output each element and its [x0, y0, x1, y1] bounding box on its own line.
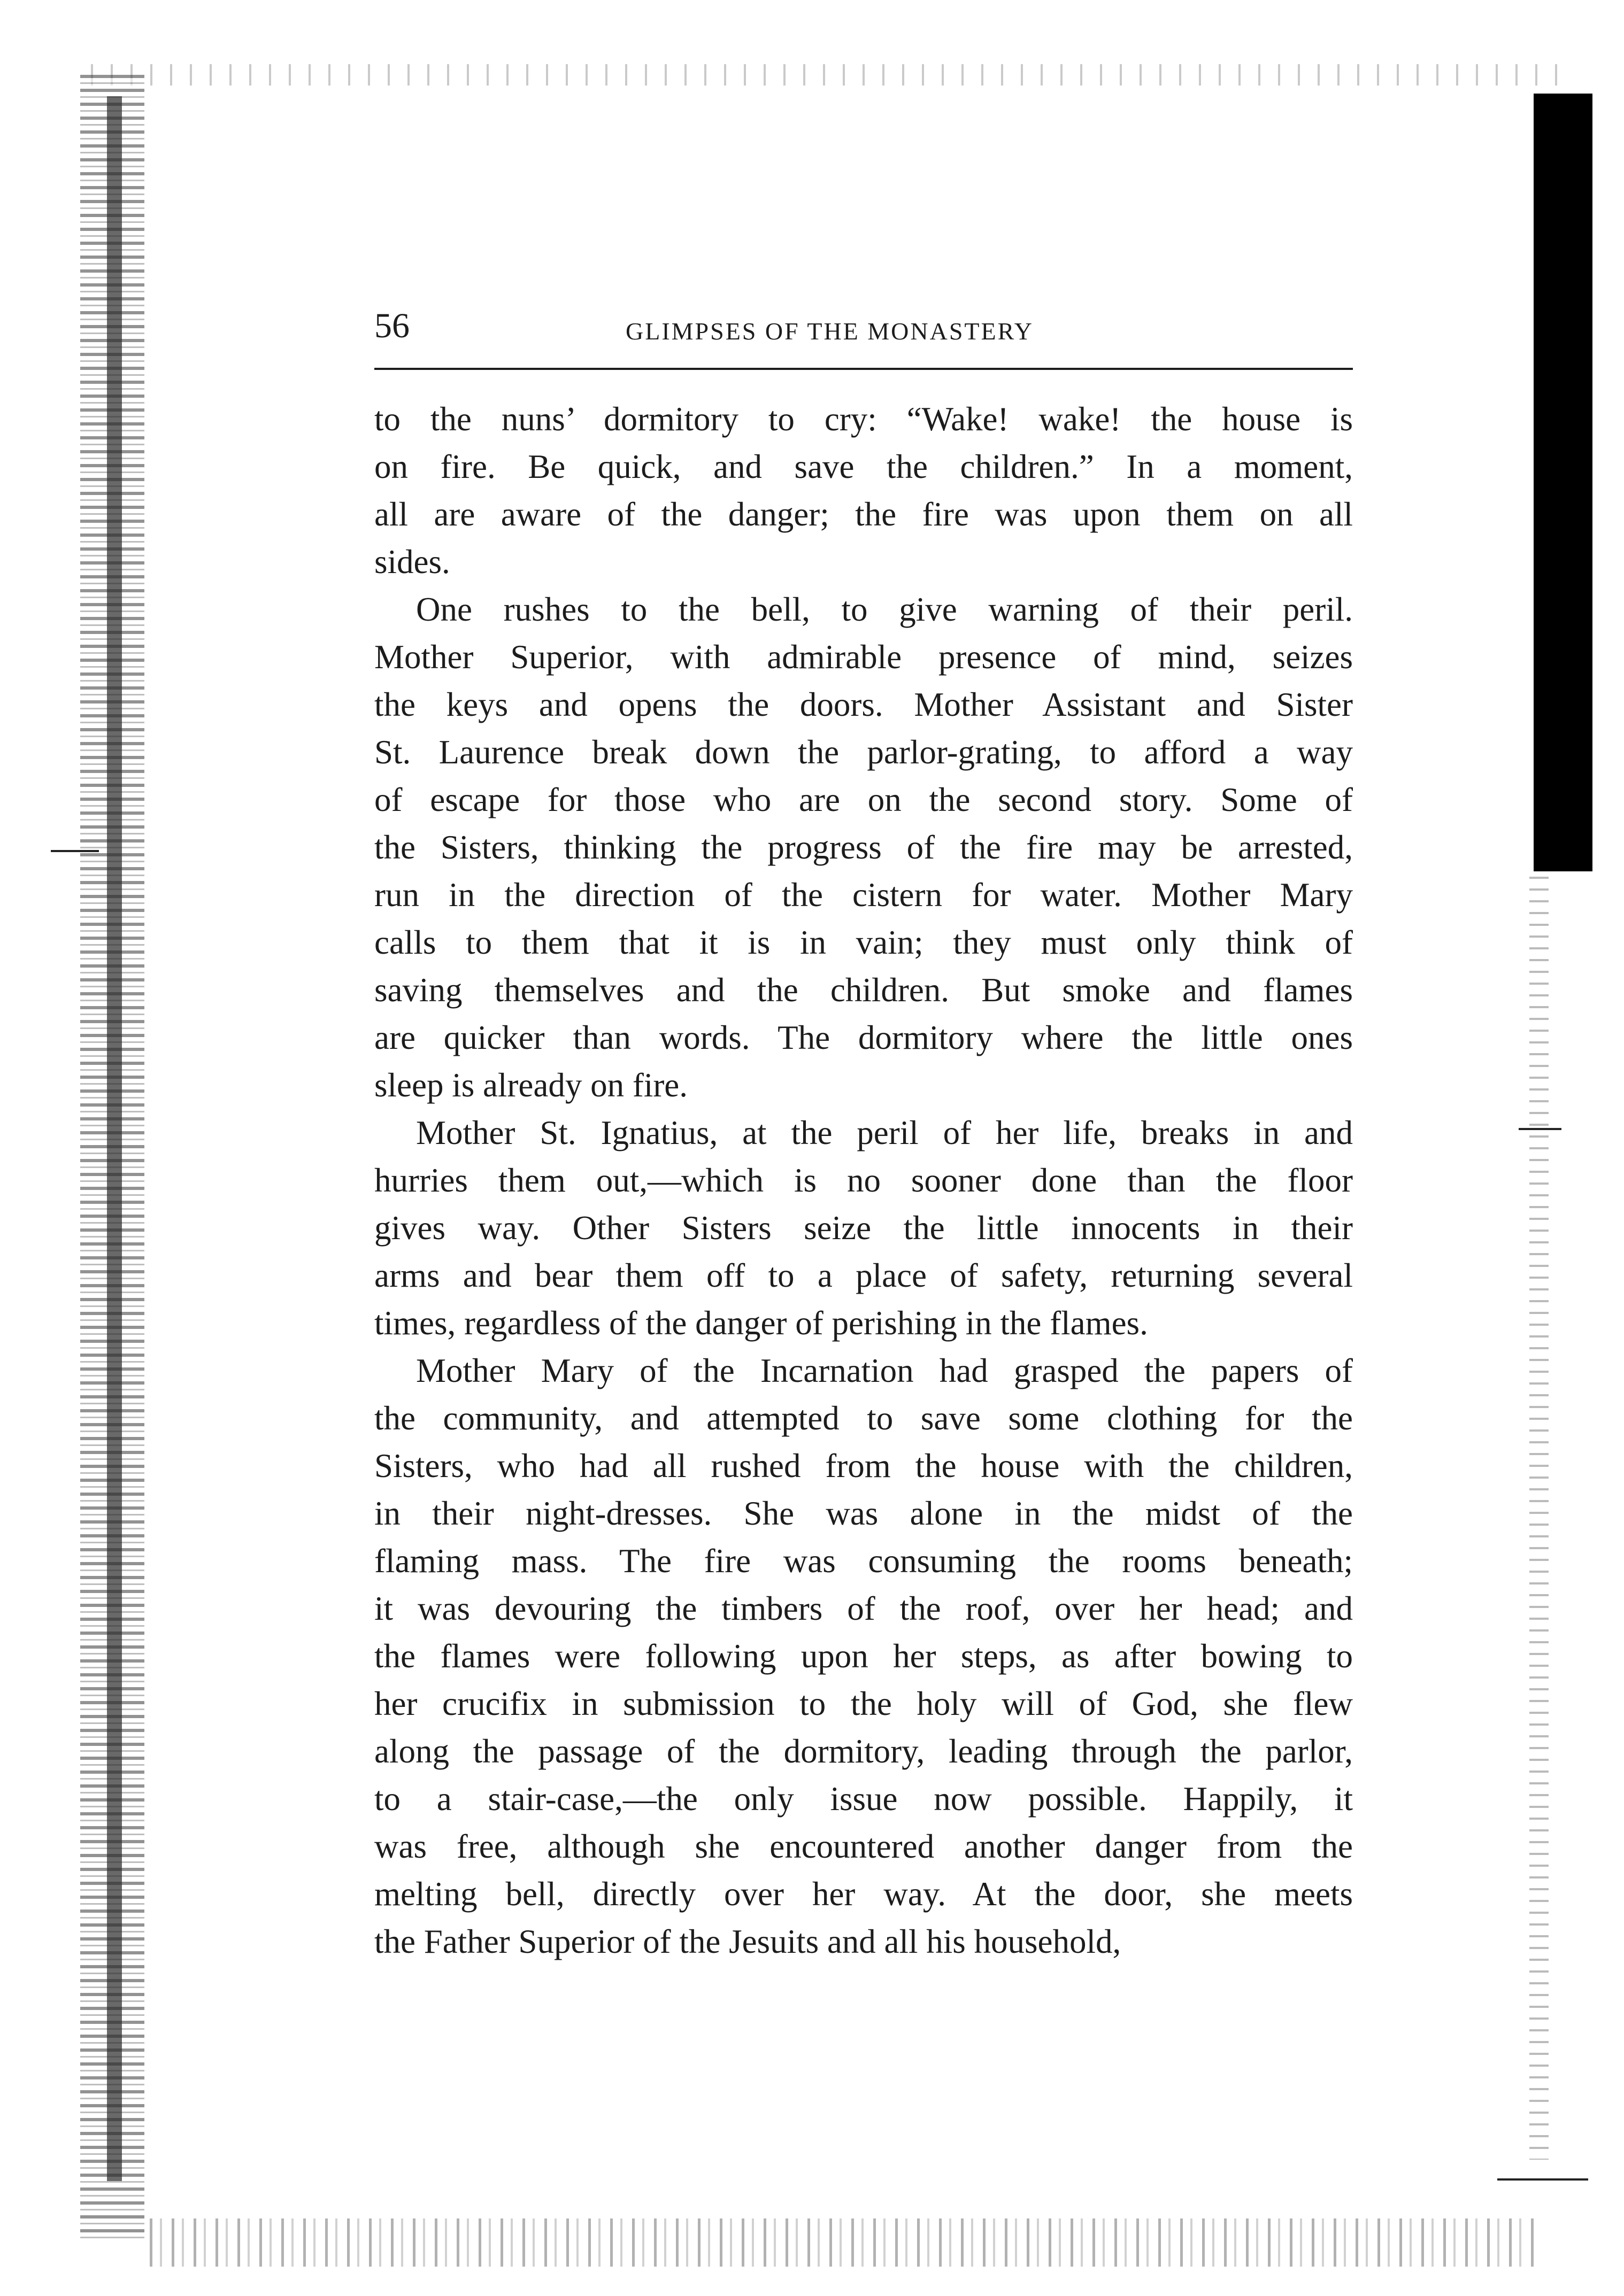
text-line: arms and bear them off to a place of safety, returning several — [374, 1257, 1353, 1294]
text-line: in their night-dresses. She was alone in the midst of the — [374, 1495, 1353, 1532]
scan-bottom-edge — [150, 2218, 1540, 2267]
scan-right-tick — [1497, 2178, 1588, 2181]
text-line: to the nuns’ dormitory to cry: “Wake! wake! the house is — [374, 400, 1353, 438]
text-line: Mother Mary of the Incarnation had grasped the papers of — [416, 1352, 1353, 1389]
scan-right-tick — [1519, 1128, 1561, 1130]
text-line: along the passage of the dormitory, leading through the parlor, — [374, 1733, 1353, 1770]
scan-binding-shadow — [107, 96, 122, 2181]
paragraph — [374, 396, 1353, 586]
scan-left-tick — [51, 850, 99, 852]
text-line: One rushes to the bell, to give warning of their peril. — [416, 591, 1353, 628]
text-line: the Sisters, thinking the progress of the fire may be arrested, — [374, 829, 1353, 866]
paragraph — [374, 1347, 1353, 1966]
text-line: on fire. Be quick, and save the children.” In a moment, — [374, 448, 1353, 485]
text-line: run in the direction of the cistern for water. Mother Mary — [374, 876, 1353, 914]
text-line: Mother St. Ignatius, at the peril of her life, breaks in and — [416, 1114, 1353, 1151]
text-line: are quicker than words. The dormitory where the little ones — [374, 1019, 1353, 1056]
text-line: saving themselves and the children. But smoke and flames — [374, 971, 1353, 1009]
text-line: flaming mass. The fire was consuming the rooms beneath; — [374, 1542, 1353, 1580]
scan-right-edge — [1529, 877, 1549, 2160]
paragraph — [374, 1109, 1353, 1347]
text-line: was free, although she encountered another danger from the — [374, 1828, 1353, 1865]
text-line: all are aware of the danger; the fire was upon them on all — [374, 496, 1353, 533]
text-line: melting bell, directly over her way. At the door, she meets — [374, 1875, 1353, 1913]
text-line: of escape for those who are on the second story. Some of — [374, 781, 1353, 818]
text-line: Sisters, who had all rushed from the house with the children, — [374, 1447, 1353, 1485]
header-rule — [374, 368, 1353, 370]
text-line: to a stair-case,—the only issue now possible. Happily, it — [374, 1780, 1353, 1818]
text-line: sides. — [374, 543, 450, 581]
text-line: it was devouring the timbers of the roof, over her head; and — [374, 1590, 1353, 1627]
text-line: St. Laurence break down the parlor-grating, to afford a way — [374, 733, 1353, 771]
text-line: the keys and opens the doors. Mother Assistant and Sister — [374, 686, 1353, 723]
body-text — [374, 396, 1353, 1966]
text-line: times, regardless of the danger of perishing in the flames. — [374, 1304, 1148, 1342]
text-line: the flames were following upon her steps, as after bowing to — [374, 1637, 1353, 1675]
text-line: her crucifix in submission to the holy will of God, she flew — [374, 1685, 1353, 1722]
text-line: the Father Superior of the Jesuits and all his household, — [374, 1923, 1121, 1960]
text-line: calls to them that it is in vain; they must only think of — [374, 924, 1353, 961]
running-title: GLIMPSES OF THE MONASTERY — [626, 318, 1034, 345]
text-line: hurries them out,—which is no sooner done than the floor — [374, 1162, 1353, 1199]
running-head — [374, 299, 1353, 353]
scan-right-black-bar — [1534, 94, 1592, 871]
page-number: 56 — [374, 306, 410, 345]
text-line: sleep is already on fire. — [374, 1066, 688, 1104]
text-line: Mother Superior, with admirable presence of mind, seizes — [374, 638, 1353, 676]
text-line: the community, and attempted to save some clothing for the — [374, 1400, 1353, 1437]
scan-top-edge — [91, 64, 1561, 86]
text-line: gives way. Other Sisters seize the little innocents in their — [374, 1209, 1353, 1247]
paragraph — [374, 586, 1353, 1109]
